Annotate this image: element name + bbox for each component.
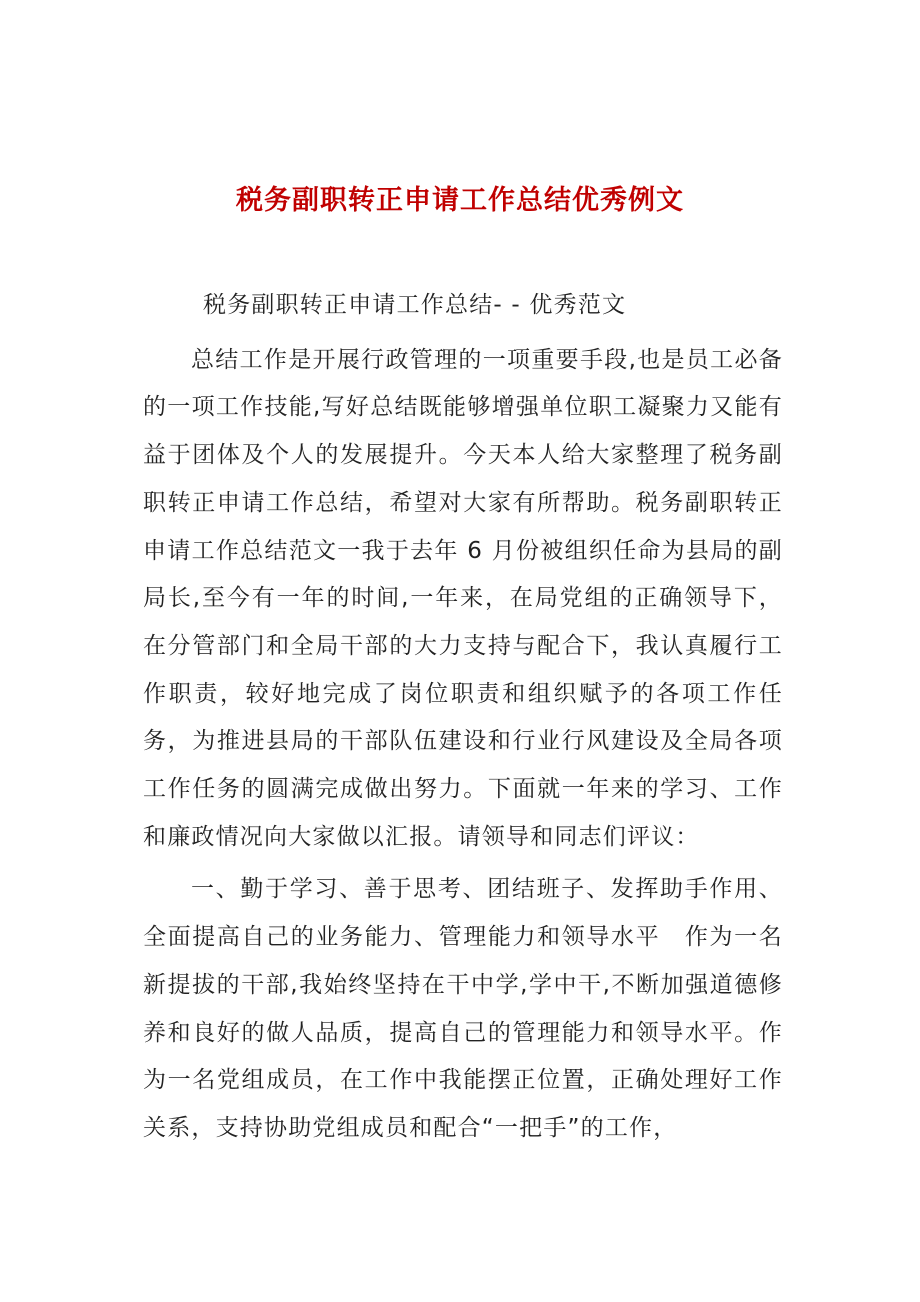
- paragraph-section-one: 一、勤于学习、善于思考、团结班子、发挥助手作用、全面提高自己的业务能力、管理能力和领导水平 作为一名新提拔的干部,我始终坚持在干中学,学中干,不断加强道德修养和良好的做人品质，提高自己的管理能力和领导水平。作为一名党组成员，在工作中我能摆正位置，正确处理好工作关系，支持协助党组成员和配合“一把手”的工作，: [143, 876, 783, 1141]
- document-subtitle: 税务副职转正申请工作总结- - 优秀范文: [203, 292, 627, 318]
- document-title: 税务副职转正申请工作总结优秀例文: [236, 185, 684, 217]
- document-body: [143, 282, 783, 1153]
- paragraph-intro: 总结工作是开展行政管理的一项重要手段,也是员工必备的一项工作技能,写好总结既能够增强单位职工凝聚力又能有益于团体及个人的发展提升。今天本人给大家整理了税务副职转正申请工作总结，希望对大家有所帮助。税务副职转正申请工作总结范文一我于去年 6 月份被组织任命为县局的副局长,至今有一年的时间,一年来，在局党组的正确领导下，在分管部门和全局干部的大力支持与配合下，我认真履行工作职责，较好地完成了岗位职责和组织赋予的各项工作任务，为推进县局的干部队伍建设和行业行风建设及全局各项工作任务的圆满完成做出努力。下面就一年来的学习、工作和廉政情况向大家做以汇报。请领导和同志们评议：: [143, 346, 783, 850]
